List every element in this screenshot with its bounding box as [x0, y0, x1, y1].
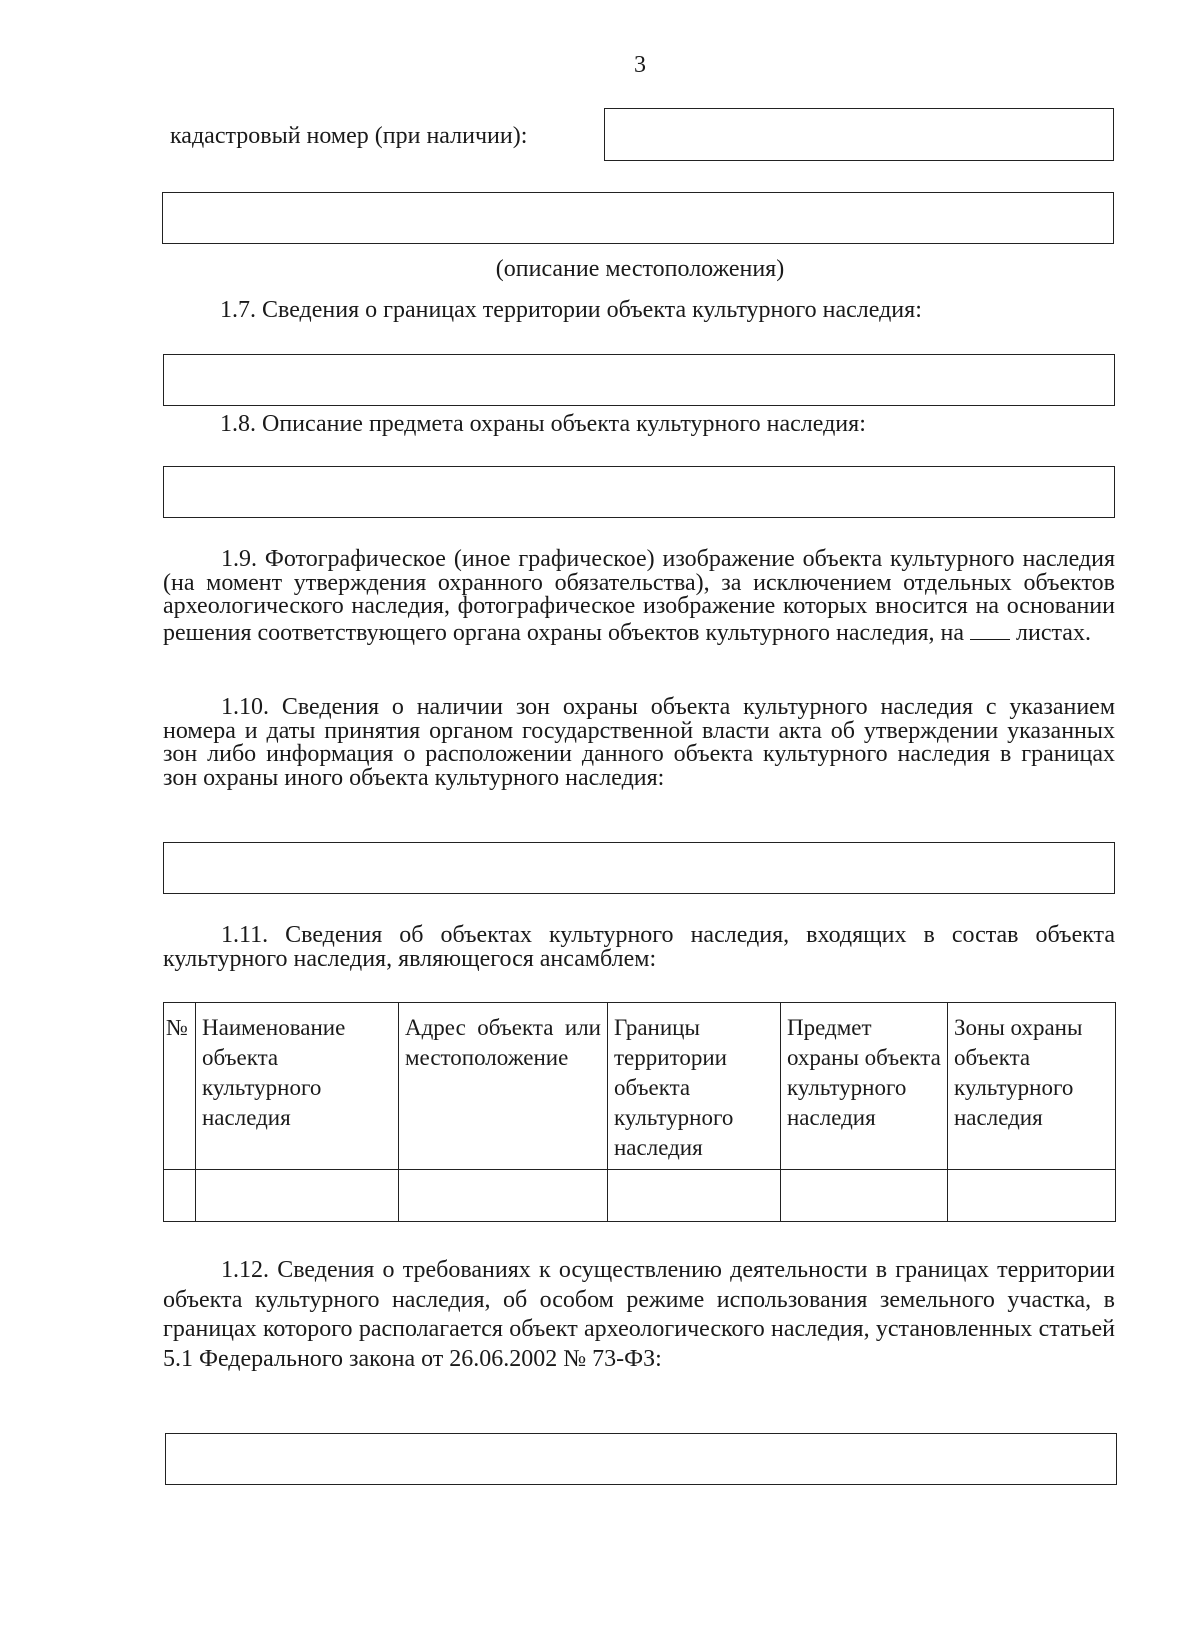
section-1-10-paragraph [163, 696, 1115, 790]
table-header-address: Адрес объекта или местоположение [399, 1003, 608, 1170]
section-1-9-text: 1.9. Фотографическое (иное графическое) изображение объекта культурного наследия (на момент утверждения охранного обязательства), за исключением отдельных объектов археологического наследия, фотографическое изображение которых вносится на основании решения соответствующего органа охраны объектов культурного наследия, на [163, 546, 1115, 646]
location-description-caption: (описание местоположения) [495, 256, 785, 282]
section-1-11-text: 1.11. Сведения об объектах культурного наследия, входящих в состав объекта культурного наследия, являющегося ансамблем: [163, 922, 1115, 972]
section-1-8-heading: 1.8. Описание предмета охраны объекта культурного наследия: [220, 411, 866, 437]
section-1-12-text: 1.12. Сведения о требованиях к осуществлению деятельности в границах территории объекта культурного наследия, об особом режиме использования земельного участка, в границах которого располагается объект археологического наследия, установленных статьей 5.1 Федерального закона от 26.06.2002 № 73-ФЗ: [163, 1257, 1115, 1372]
section-1-8-field[interactable] [163, 466, 1115, 518]
sheet-count-blank[interactable] [970, 619, 1010, 640]
section-1-7-field[interactable] [163, 354, 1115, 406]
cadastral-number-label: кадастровый номер (при наличии): [170, 123, 528, 149]
table-header-protection-subject: Предмет охраны объекта культурного наследия [781, 1003, 948, 1170]
table-cell[interactable] [196, 1170, 399, 1222]
section-1-10-field[interactable] [163, 842, 1115, 894]
table-cell[interactable] [948, 1170, 1116, 1222]
section-1-10-text: 1.10. Сведения о наличии зон охраны объекта культурного наследия с указанием номера и даты принятия органом государственной власти акта об утверждении указанных зон либо информация о расположении данного объекта культурного наследия в границах зон охраны иного объекта культурного наследия: [163, 694, 1115, 791]
section-1-9-paragraph [163, 548, 1115, 645]
location-description-field[interactable] [162, 192, 1114, 244]
section-1-9-text-after: листах. [1016, 619, 1091, 646]
table-cell[interactable] [164, 1170, 196, 1222]
table-cell[interactable] [781, 1170, 948, 1222]
ensemble-table [163, 1002, 1116, 1222]
section-1-12-paragraph [163, 1256, 1115, 1374]
section-1-12-field[interactable] [165, 1433, 1117, 1485]
section-1-11-paragraph [163, 924, 1115, 971]
table-cell[interactable] [608, 1170, 781, 1222]
section-1-7-heading: 1.7. Сведения о границах территории объекта культурного наследия: [220, 297, 922, 323]
table-header-protection-zones: Зоны охраны объекта культурного наследия [948, 1003, 1116, 1170]
ensemble-table-wrapper [163, 1002, 1116, 1222]
table-cell[interactable] [399, 1170, 608, 1222]
table-header-name: Наименование объекта культурного наследия [196, 1003, 399, 1170]
table-row [164, 1170, 1116, 1222]
table-header-boundaries: Границы территории объекта культурного наследия [608, 1003, 781, 1170]
table-header-number: № [164, 1003, 196, 1170]
page-number: 3 [634, 52, 646, 78]
cadastral-number-field[interactable] [604, 108, 1114, 161]
table-header-row [164, 1003, 1116, 1170]
